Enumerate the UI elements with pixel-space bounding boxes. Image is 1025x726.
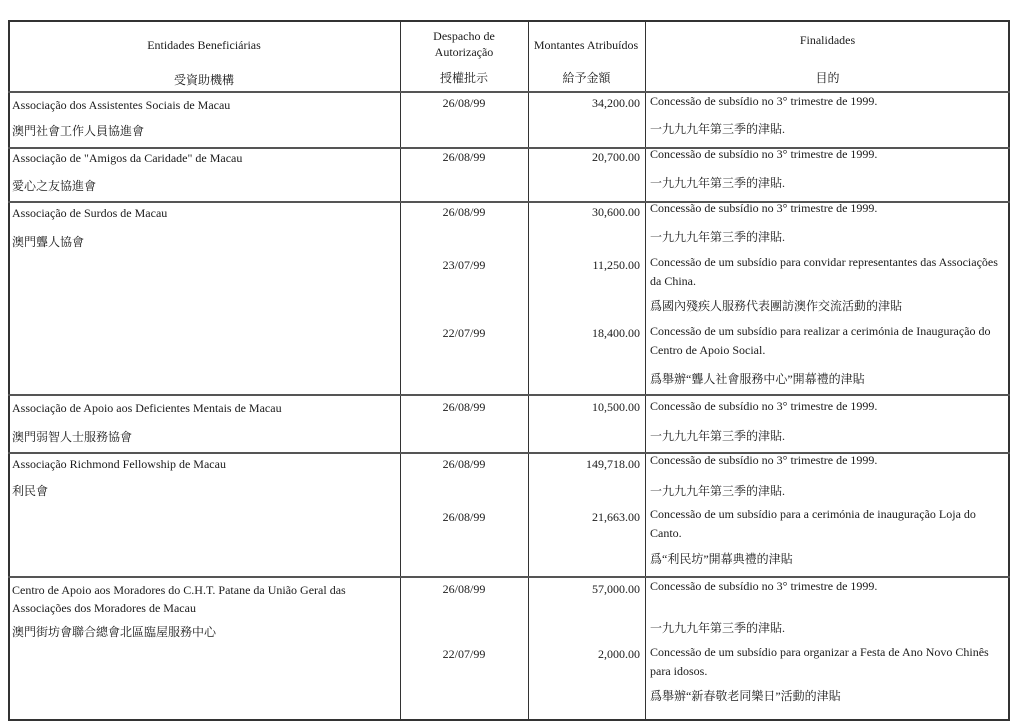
amount: 149,718.00: [586, 457, 640, 471]
purpose-zh: 一九九九年第三季的津貼.: [650, 176, 786, 190]
header-montantes-zh: 給予金額: [562, 71, 611, 85]
purpose-zh: 爲“利民坊”開幕典禮的津貼: [650, 552, 793, 566]
entity-name-pt: Associação dos Assistentes Sociais de Macau: [12, 98, 231, 112]
header-entities-pt: Entidades Beneficiárias: [147, 38, 261, 52]
entity-name-zh: 澳門街坊會聯合總會北區臨屋服務中心: [12, 625, 217, 639]
entity-name-zh: 澳門社會工作人員協進會: [12, 124, 145, 138]
entity-name-zh: 澳門弱智人士服務協會: [12, 430, 133, 444]
despacho-date: 26/08/99: [442, 150, 486, 164]
purpose-pt: Concessão de um subsídio para organizar a Festa de Ano Novo Chinês para idosos.: [650, 645, 989, 678]
despacho-date: 26/08/99: [442, 400, 486, 414]
despacho-date: 23/07/99: [442, 258, 486, 272]
entity-name-zh: 愛心之友協進會: [12, 179, 97, 193]
despacho-date: 26/08/99: [442, 582, 486, 596]
row-divider: [8, 394, 1010, 396]
amount: 2,000.00: [598, 647, 640, 661]
despacho-date: 26/08/99: [442, 510, 486, 524]
purpose-zh: 一九九九年第三季的津貼.: [650, 484, 786, 498]
purpose-zh: 一九九九年第三季的津貼.: [650, 230, 786, 244]
entity-name-pt: Associação de Apoio aos Deficientes Mentais de Macau: [12, 401, 282, 415]
entity-name-pt: Centro de Apoio aos Moradores do C.H.T. Patane da União Geral das Associações dos Moradores de Macau: [12, 583, 346, 615]
purpose-zh: 一九九九年第三季的津貼.: [650, 122, 786, 136]
despacho-date: 26/08/99: [442, 457, 486, 471]
purpose-pt: Concessão de subsídio no 3° trimestre de 1999.: [650, 94, 878, 108]
entity-name-zh: 澳門聾人協會: [12, 235, 85, 249]
purpose-pt: Concessão de subsídio no 3° trimestre de 1999.: [650, 399, 878, 413]
purpose-zh: 爲舉辦“聾人社會服務中心”開幕禮的津貼: [650, 372, 865, 386]
header-finalidades-zh: 目的: [815, 71, 840, 85]
header-despacho-1: Despacho de: [433, 29, 495, 43]
entity-name-zh: 利民會: [12, 484, 49, 498]
entity-name-pt: Associação de "Amigos da Caridade" de Macau: [12, 151, 243, 165]
purpose-pt: Concessão de um subsídio para convidar representantes das Associações da China.: [650, 255, 998, 288]
purpose-zh: 爲舉辦“新春敬老同樂日”活動的津貼: [650, 689, 841, 703]
amount: 34,200.00: [592, 96, 640, 110]
purpose-pt: Concessão de um subsídio para a cerimónia de inauguração Loja do Canto.: [650, 507, 976, 540]
entity-name-pt: Associação de Surdos de Macau: [12, 206, 168, 220]
purpose-pt: Concessão de subsídio no 3° trimestre de 1999.: [650, 453, 878, 467]
despacho-date: 22/07/99: [442, 326, 486, 340]
header-montantes: Montantes Atribuídos: [533, 38, 639, 52]
purpose-pt: Concessão de um subsídio para realizar a cerimónia de Inauguração do Centro de Apoio Social.: [650, 324, 991, 357]
column-divider: [528, 20, 529, 721]
amount: 20,700.00: [592, 150, 640, 164]
amount: 11,250.00: [592, 258, 640, 272]
column-divider: [400, 20, 401, 721]
entity-name-pt: Associação Richmond Fellowship de Macau: [12, 457, 226, 471]
despacho-date: 26/08/99: [442, 96, 486, 110]
purpose-zh: 一九九九年第三季的津貼.: [650, 621, 786, 635]
despacho-date: 22/07/99: [442, 647, 486, 661]
header-entities-zh: 受資助機構: [173, 73, 234, 87]
header-finalidades: Finalidades: [799, 33, 856, 47]
purpose-zh: 爲國內殘疾人服務代表團訪澳作交流活動的津貼: [650, 299, 903, 313]
column-divider: [645, 20, 646, 721]
amount: 57,000.00: [592, 582, 640, 596]
amount: 30,600.00: [592, 205, 640, 219]
amount: 18,400.00: [592, 326, 640, 340]
header-despacho-2: Autorização: [434, 45, 494, 59]
despacho-date: 26/08/99: [442, 205, 486, 219]
amount: 21,663.00: [592, 510, 640, 524]
purpose-pt: Concessão de subsídio no 3° trimestre de 1999.: [650, 147, 878, 161]
amount: 10,500.00: [592, 400, 640, 414]
purpose-pt: Concessão de subsídio no 3° trimestre de 1999.: [650, 201, 878, 215]
header-despacho-zh: 授權批示: [439, 71, 488, 85]
purpose-zh: 一九九九年第三季的津貼.: [650, 429, 786, 443]
purpose-pt: Concessão de subsídio no 3° trimestre de 1999.: [650, 579, 878, 593]
